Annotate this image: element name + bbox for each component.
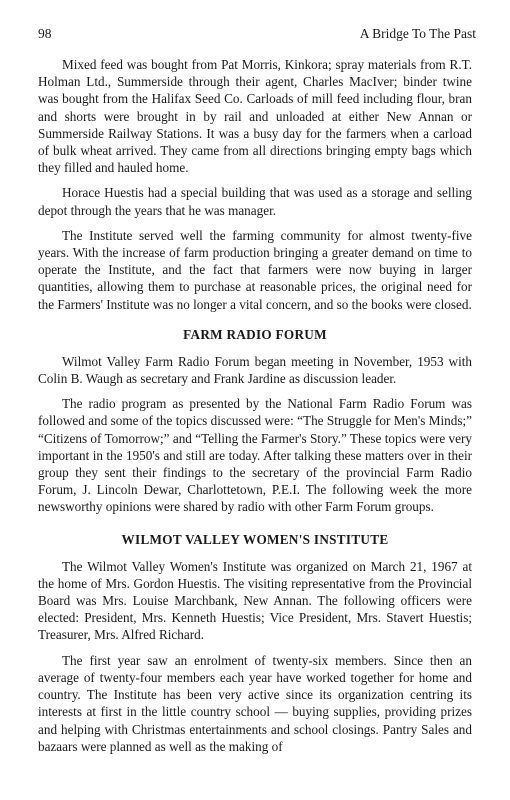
paragraph: The Wilmot Valley Women's Institute was organized on March 21, 1967 at the home of Mrs. Gordon Huestis. The visiting representative from the Provincial Board was Mrs. Louise Marchbank, New Annan. The following officers were elected: President, Mrs. Kenneth Huestis; Vice President, Mrs. Stavert Huestis; Treasurer, Mrs. Alfred Richard. <box>38 558 472 643</box>
paragraph: The Institute served well the farming community for almost twenty-five years. With the increase of farm production bringing a greater demand on time to operate the Institute, and the fact that farmers were now buying in larger quantities, allowing them to purchase at reasonable prices, the original need for the Farmers' Institute was no longer a vital concern, and so the books were closed. <box>38 227 472 312</box>
section-heading-womens-institute: WILMOT VALLEY WOMEN'S INSTITUTE <box>121 531 389 547</box>
paragraph: The first year saw an enrolment of twenty-six members. Since then an average of twenty-four members each year have worked together for home and country. The Institute has been very active since its organization centring its interests at first in the little country school — buying supplies, providing prizes and helping with Christmas entertainments and school closings. Pantry Sales and bazaars were planned as well as the making of <box>38 652 472 754</box>
section-heading-farm-radio-forum: FARM RADIO FORUM <box>183 326 327 342</box>
paragraph: Horace Huestis had a special building that was used as a storage and selling depot through the years that he was manager. <box>38 185 472 218</box>
running-title: A Bridge To The Past <box>359 26 476 41</box>
paragraph: The radio program as presented by the National Farm Radio Forum was followed and some of the topics discussed were: “The Struggle for Men's Minds;” “Citizens of Tomorrow;” and “Telling the Farmer's Story.” These topics were very important in the 1950's and still are today. After talking these matters over in their group they sent their findings to the secretary of the provincial Farm Radio Forum, J. Lincoln Dewar, Charlottetown, P.E.I. The following week the more newsworthy opinions were shared by radio with other Farm Forum groups. <box>38 396 472 515</box>
page-number: 98 <box>38 26 52 41</box>
paragraph: Mixed feed was bought from Pat Morris, Kinkora; spray materials from R.T. Holman Ltd., Summerside through their agent, Charles MacIver; binder twine was bought from the Halifax Seed Co. Carloads of mill feed including flour, bran and shorts were brought in by rail and unloaded at either New Annan or Summerside Railway Stations. It was a busy day for the farmers when a carload of bulk wheat arrived. They came from all directions bringing empty bags which they filled and hauled home. <box>38 57 472 176</box>
running-header <box>38 26 476 42</box>
paragraph: Wilmot Valley Farm Radio Forum began meeting in November, 1953 with Colin B. Waugh as secretary and Frank Jardine as discussion leader. <box>38 353 472 387</box>
page-body <box>38 56 472 763</box>
